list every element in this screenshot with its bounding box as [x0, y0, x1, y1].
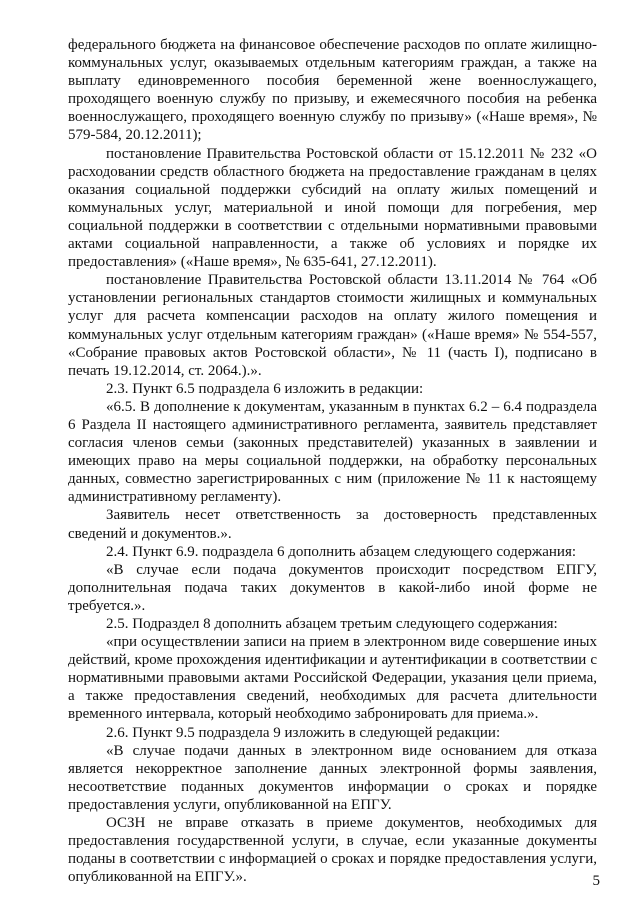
paragraph-federal-budget: федерального бюджета на финансовое обеспечение расходов по оплате жилищно-коммунальных услуг, оказываемых отдельным категориям граждан, а также на выплату единовременного пособия беременной жене военнослужащего, проходящего военную службу по призыву, и ежемесячного пособия на ребенка военнослужащего, проходящего военную службу по призыву» («Наше время», № 579-584, 20.12.2011); [68, 37, 597, 144]
paragraph-clause-2-5: 2.5. Подраздел 8 дополнить абзацем третьим следующего содержания: [106, 616, 558, 632]
paragraph-clause-2-3: 2.3. Пункт 6.5 подраздела 6 изложить в редакции: [106, 380, 424, 397]
paragraph-oszn-no-refusal: ОСЗН не вправе отказать в приеме документов, необходимых для предоставления государственной услуги, в случае, если указанные документы поданы в соответствии с информацией о сроках и порядке предоставления услуги, опубликованной на ЕПГУ.». [68, 815, 597, 886]
paragraph-resolution-764: постановление Правительства Ростовской области 13.11.2014 № 764 «Об установлении региональных стандартов стоимости жилищных и коммунальных услуг для расчета компенсации расходов на оплату жилого помещения и коммунальных услуг отдельным категориям граждан» («Наше время» № 554-557, «Собрание правовых актов Ростовской области», № 11 (часть I), подписано в печать 19.12.2014, ст. 2064.).». [68, 272, 597, 379]
paragraph-resolution-232: постановление Правительства Ростовской области от 15.12.2011 № 232 «О расходовании средств областного бюджета на предоставление гражданам в целях оказания социальной поддержки субсидий на оплату жилых помещений и коммунальных услуг, материальной и иной помощи для погребения, мер социальной поддержки в соответствии с отдельными нормативными правовыми актами социальной направленности, а также об условиях и порядке их предоставления» («Наше время», № 635-641, 27.12.2011). [68, 145, 597, 271]
paragraph-electronic-appointment: «при осуществлении записи на прием в электронном виде совершение иных действий, кроме прохождения идентификации и аутентификации в соответствии с нормативными правовыми актами Российской Федерации, указания цели приема, а также предоставления сведений, необходимых для расчета длительности временного интервала, который необходимо забронировать для приема.». [68, 634, 597, 723]
paragraph-clause-2-4: 2.4. Пункт 6.9. подраздела 6 дополнить абзацем следующего содержания: [106, 543, 577, 560]
paragraph-refusal-grounds: «В случае подачи данных в электронном виде основанием для отказа является некорректное заполнение данных электронной формы заявления, несоответствие поданных документов информации о сроках и порядке предоставления услуги, опубликованной на ЕПГУ. [68, 742, 597, 813]
paragraph-clause-2-6: 2.6. Пункт 9.5 подраздела 9 изложить в следующей редакции: [106, 724, 501, 741]
paragraph-applicant-responsibility: Заявитель несет ответственность за достоверность представленных сведений и документов.». [68, 507, 597, 542]
paragraph-item-6-5: «6.5. В дополнение к документам, указанным в пунктах 6.2 – 6.4 подраздела 6 Раздела II настоящего административного регламента, заявитель представляет согласия членов семьи (законных представителей) указанных в заявлении и имеющих право на меры социальной поддержки, на обработку персональных данных, совместно зарегистрированных с ним (приложение № 11 к настоящему административному регламенту). [68, 398, 597, 506]
document-body [68, 36, 597, 886]
page-number: 5 [592, 873, 600, 889]
paragraph-epgu-submission: «В случае если подача документов происходит посредством ЕПГУ, дополнительная подача таких документов в какой-либо иной форме не требуется.». [68, 561, 597, 614]
